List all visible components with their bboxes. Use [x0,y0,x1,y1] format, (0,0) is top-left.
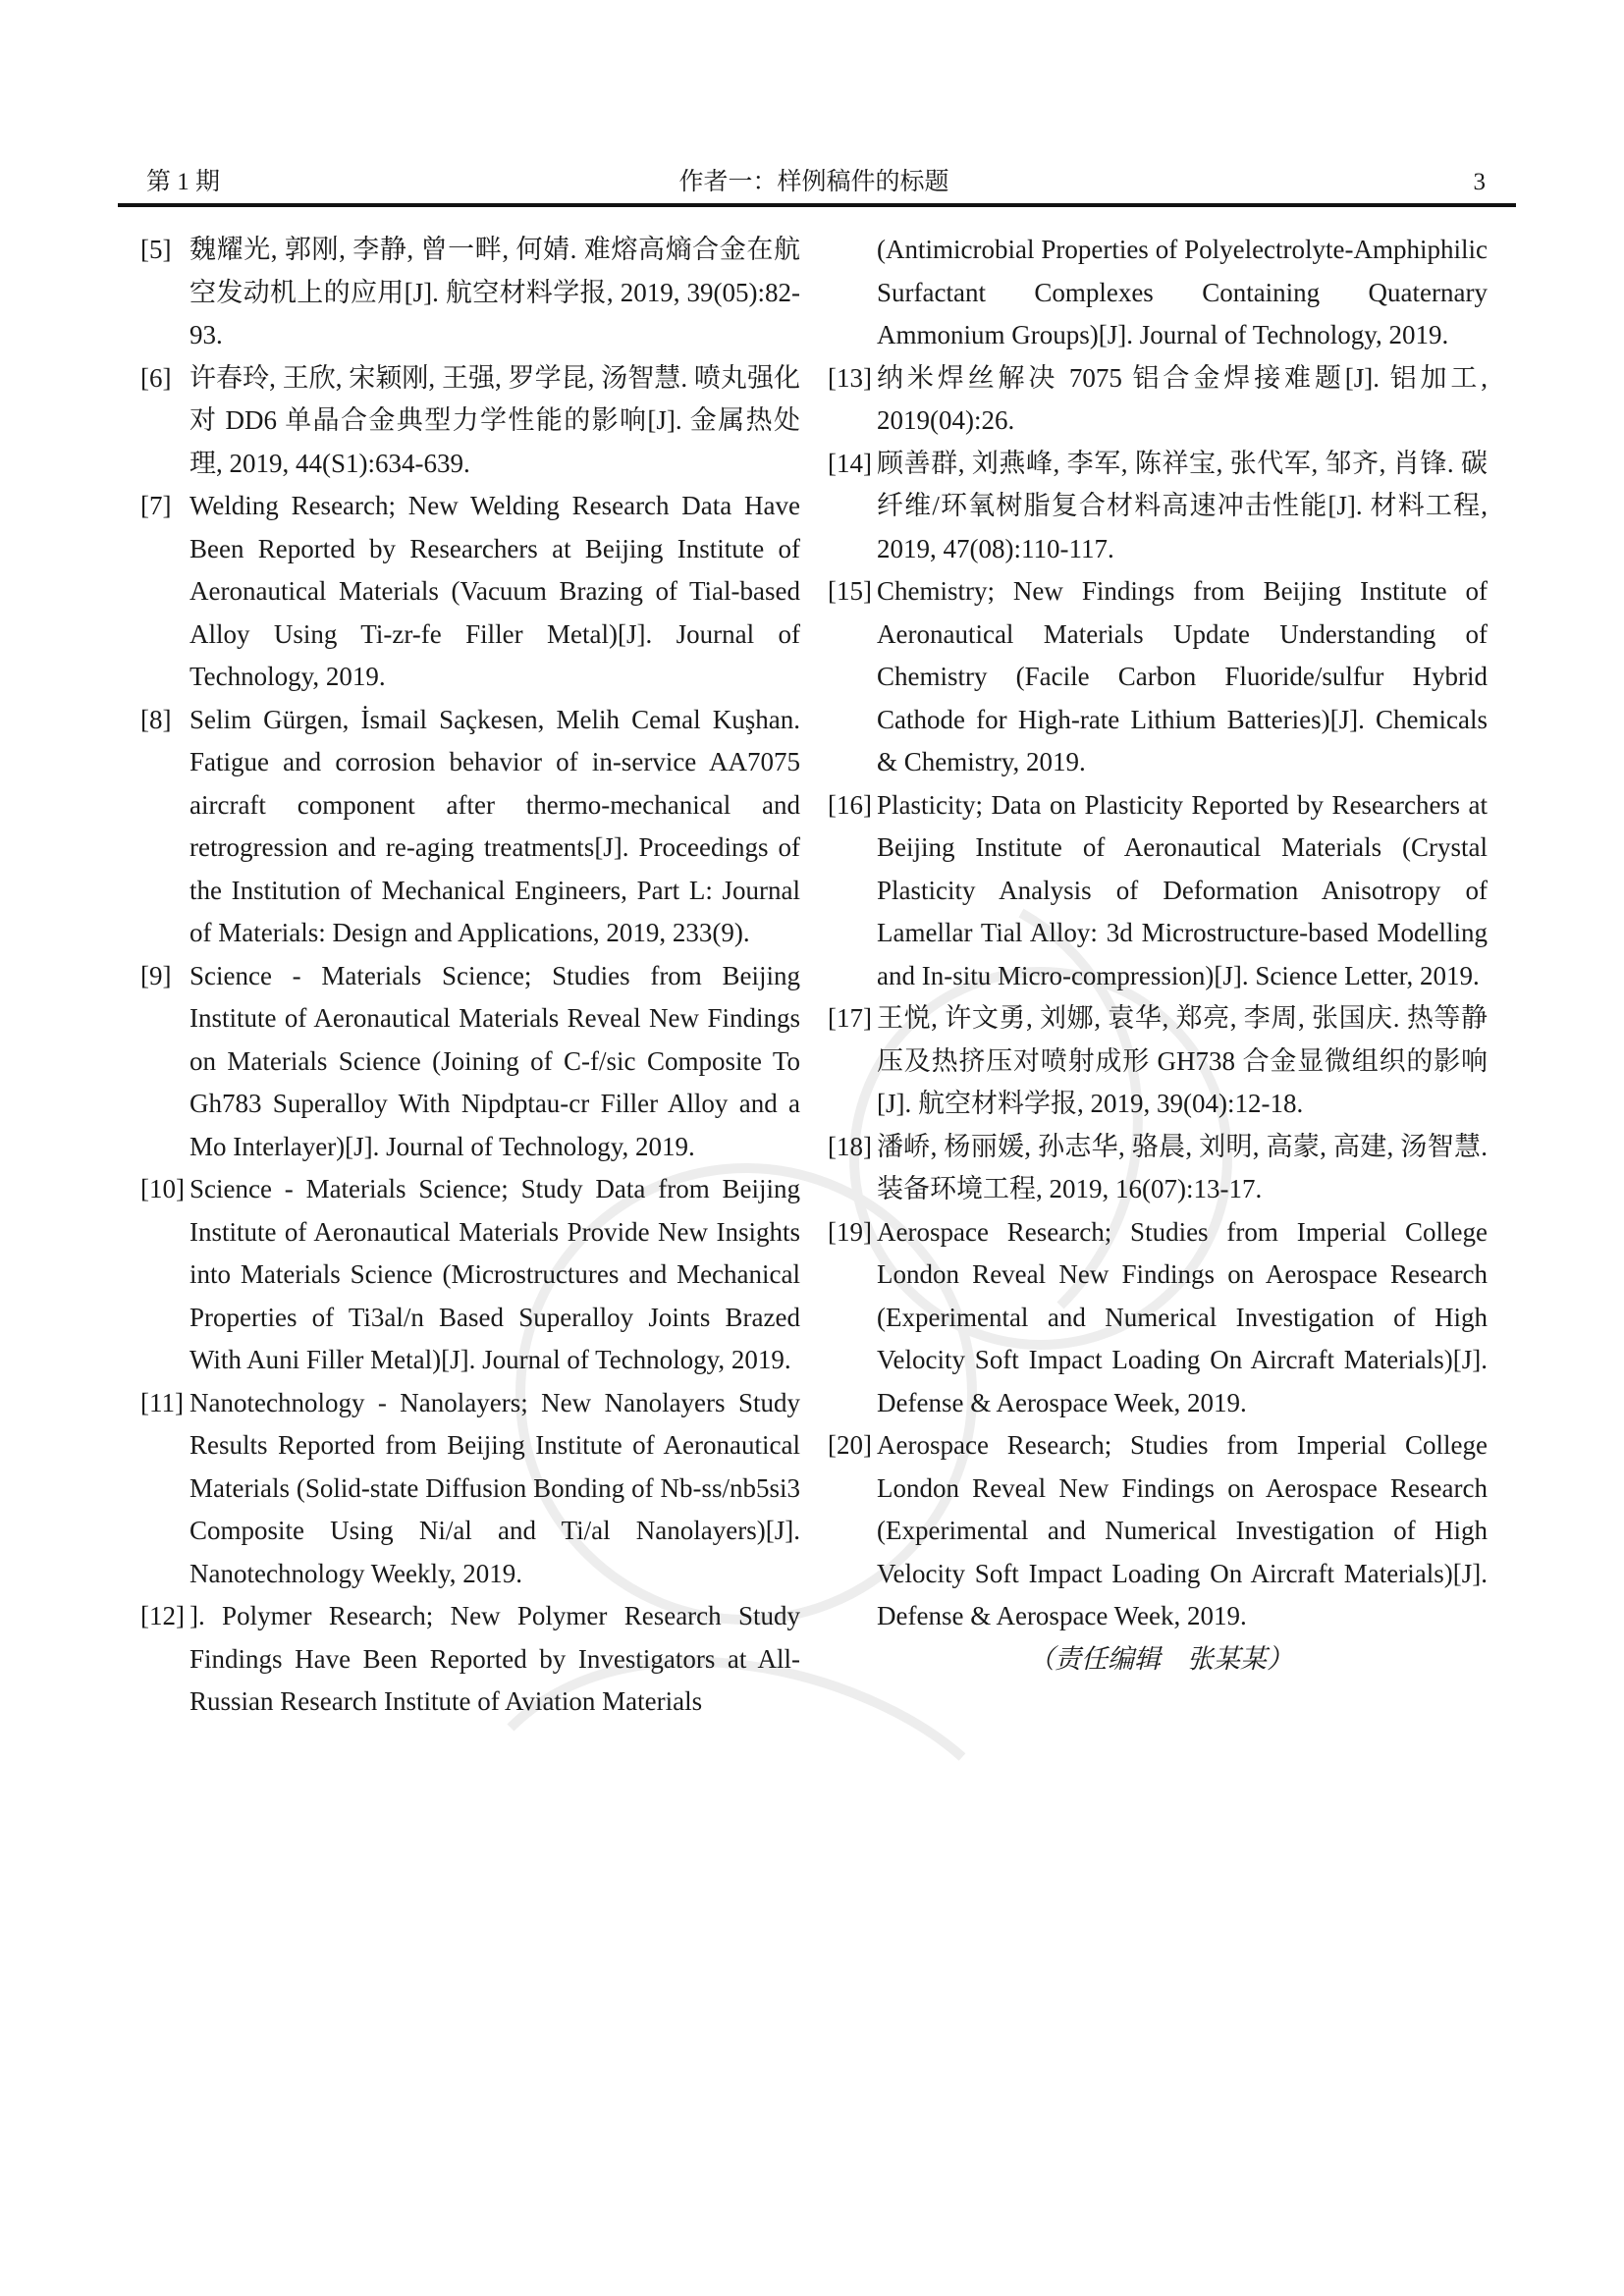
reference-label: [5] [140,235,172,264]
reference-item [140,485,800,699]
reference-label: [7] [140,491,172,520]
reference-text: 王悦, 许文勇, 刘娜, 袁华, 郑亮, 李周, 张国庆. 热等静压及热挤压对喷射成形 GH738 合金显微组织的影响[J]. 航空材料学报, 2019, 39(04):12-18. [877,1003,1488,1118]
header-rule [118,203,1516,207]
page-number: 3 [1473,169,1486,195]
reference-label: [9] [140,960,172,990]
reference-text: 魏耀光, 郭刚, 李静, 曾一畔, 何婧. 难熔高熵合金在航空发动机上的应用[J]. 航空材料学报, 2019, 39(05):82-93. [189,235,800,349]
reference-item [828,570,1488,784]
reference-label: [11] [140,1387,184,1417]
reference-item [828,1211,1488,1425]
reference-text: Selim Gürgen, İsmail Saçkesen, Melih Cemal Kuşhan. Fatigue and corrosion behavior of in-service AA7075 aircraft component after thermo-mechanical and retrogression and re-aging treatments[J]. Proceedings of the Institution of Mechanical Engineers, Part L: Journal of Materials: Design and Applications, 2019, 233(9). [189,704,800,947]
reference-label: [8] [140,704,172,734]
reference-text: Chemistry; New Findings from Beijing Institute of Aeronautical Materials Update Understanding of Chemistry (Facile Carbon Fluoride/sulfur Hybrid Cathode for High-rate Lithium Batteries)[J]. Chemicals & Chemistry, 2019. [877,576,1488,776]
editor-note: （责任编辑 张某某） [1028,1643,1293,1674]
reference-label: [14] [828,448,872,478]
reference-text: 许春玲, 王欣, 宋颖刚, 王强, 罗学昆, 汤智慧. 喷丸强化对 DD6 单晶合金典型力学性能的影响[J]. 金属热处理, 2019, 44(S1):634-639. [189,362,800,478]
reference-item [140,1382,800,1596]
reference-label: [19] [828,1216,872,1247]
reference-item [828,443,1488,571]
reference-text: Science - Materials Science; Study Data from Beijing Institute of Aeronautical Materials Provide New Insights into Materials Science (Microstructures and Mechanical Properties of Ti3al/n Based Superalloy Joints Brazed With Auni Filler Metal)[J]. Journal of Technology, 2019. [189,1174,800,1374]
reference-text: ]. Polymer Research; New Polymer Research Study Findings Have Been Reported by Investigators at All-Russian Research Institute of Aviation Materials [189,1601,800,1716]
reference-item [828,357,1488,443]
reference-text: 顾善群, 刘燕峰, 李军, 陈祥宝, 张代军, 邹齐, 肖锋. 碳纤维/环氧树脂复合材料高速冲击性能[J]. 材料工程, 2019, 47(08):110-117. [877,448,1488,563]
reference-text: Welding Research; New Welding Research Data Have Been Reported by Researchers at Beijing Institute of Aeronautical Materials (Vacuum Brazing of Tial-based Alloy Using Ti-zr-fe Filler Metal)[J]. Journal of Technology, 2019. [189,491,800,691]
reference-item [140,1168,800,1382]
reference-item [828,1126,1488,1211]
reference-text: Plasticity; Data on Plasticity Reported by Researchers at Beijing Institute of Aeronautical Materials (Crystal Plasticity Analysis of Deformation Anisotropy of Lamellar Tial Alloy: 3d Microstructure-based Modelling and In-situ Micro-compression)[J]. Science Letter, 2019. [877,789,1488,990]
reference-text: Aerospace Research; Studies from Imperial College London Reveal New Findings on Aerospace Research (Experimental and Numerical Investigation of High Velocity Soft Impact Loading On Aircraft Materials)[J]. Defense & Aerospace Week, 2019. [877,1216,1488,1417]
reference-label: [10] [140,1174,185,1203]
reference-label: [18] [828,1131,872,1161]
reference-item [828,784,1488,998]
reference-item [828,1424,1488,1638]
reference-label: [17] [828,1003,872,1033]
reference-label: [6] [140,362,172,393]
reference-column-left [140,229,800,1724]
reference-text: (Antimicrobial Properties of Polyelectrolyte-Amphiphilic Surfactant Complexes Containing Quaternary Ammonium Groups)[J]. Journal of Technology, 2019. [877,235,1488,349]
reference-text: Science - Materials Science; Studies from Beijing Institute of Aeronautical Materials Reveal New Findings on Materials Science (Joining of C-f/sic Composite To Gh783 Superalloy With Nipdptau-cr Filler Alloy and a Mo Interlayer)[J]. Journal of Technology, 2019. [189,960,800,1161]
reference-label: [20] [828,1430,872,1460]
reference-label: [13] [828,362,872,393]
reference-text: 纳米焊丝解决 7075 铝合金焊接难题[J]. 铝加工, 2019(04):26. [877,362,1488,435]
reference-column-right [828,229,1488,1724]
reference-item [828,229,1488,357]
reference-columns [140,229,1488,1724]
reference-item [140,699,800,955]
reference-text: Nanotechnology - Nanolayers; New Nanolayers Study Results Reported from Beijing Institute of Aeronautical Materials (Solid-state Diffusion Bonding of Nb-ss/nb5si3 Composite Using Ni/al and Ti/al Nanolayers)[J]. Nanotechnology Weekly, 2019. [189,1387,800,1588]
reference-item [140,1595,800,1724]
running-title: 作者一：样例稿件的标题 [678,169,949,195]
reference-item [828,997,1488,1126]
reference-label: [15] [828,576,872,606]
reference-text: Aerospace Research; Studies from Imperial College London Reveal New Findings on Aerospace Research (Experimental and Numerical Investigation of High Velocity Soft Impact Loading On Aircraft Materials)[J]. Defense & Aerospace Week, 2019. [877,1430,1488,1630]
issue-label: 第 1 期 [146,169,221,195]
reference-label: [16] [828,789,872,820]
reference-item [140,357,800,486]
reference-item [140,229,800,357]
reference-item [140,955,800,1169]
page-header [140,165,1488,200]
reference-text: 潘峤, 杨丽媛, 孙志华, 骆晨, 刘明, 高蒙, 高建, 汤智慧.装备环境工程, 2019, 16(07):13-17. [877,1131,1488,1203]
reference-label: [12] [140,1601,185,1630]
